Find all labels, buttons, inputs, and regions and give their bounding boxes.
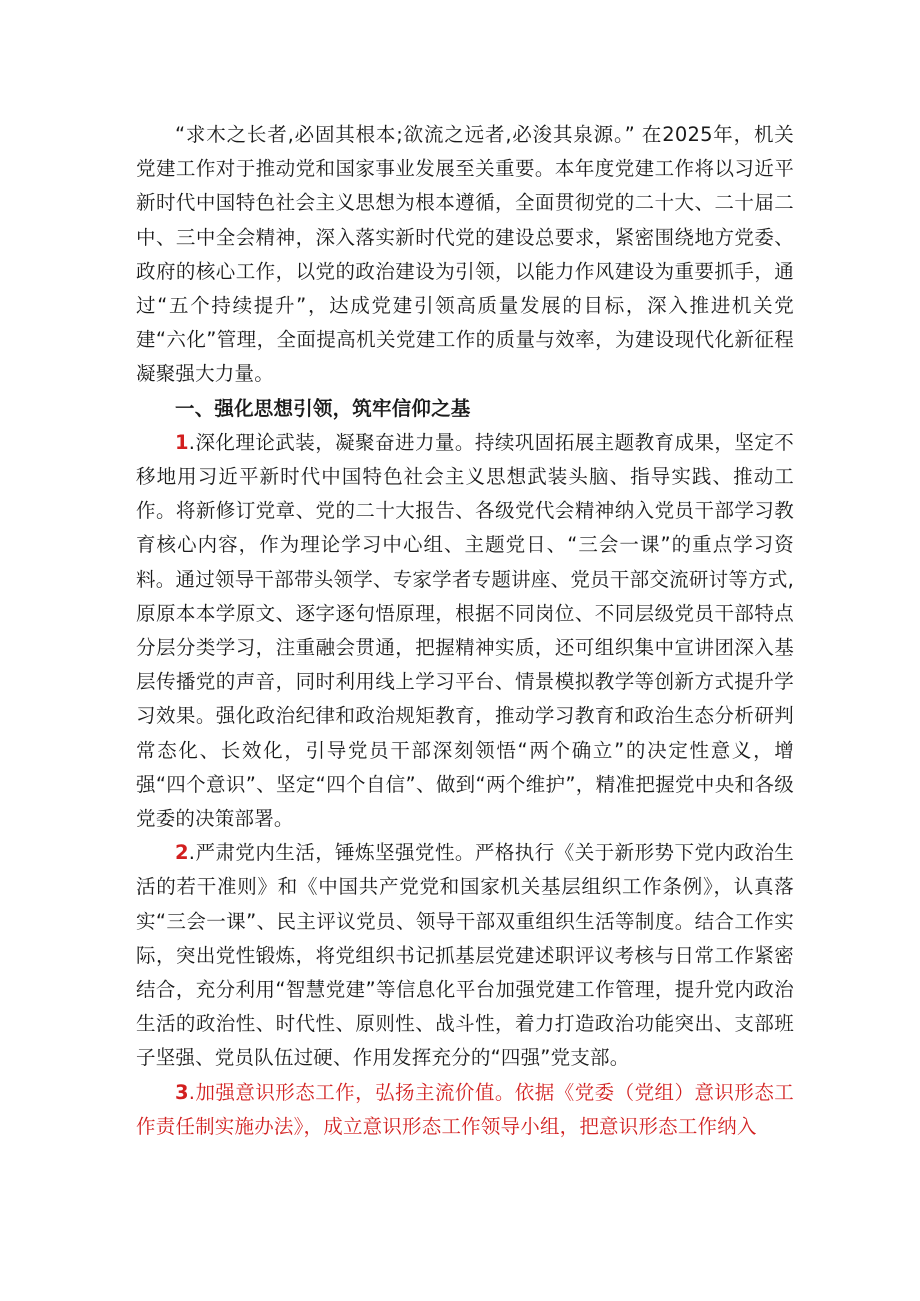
item-3-number: 3 — [175, 1080, 189, 1104]
item-3-text: .加强意识形态工作，弘扬主流价值。依据《党委（党组）意识形态工作责任制实施办法》，成立意识形态工作领导小组，把意识形态工作纳入 — [136, 1080, 794, 1138]
item-1-paragraph — [136, 426, 794, 836]
item-1-text: .深化理论武装，凝聚奋进力量。持续巩固拓展主题教育成果，坚定不移地用习近平新时代中国特色社会主义思想武装头脑、指导实践、推动工作。将新修订党章、党的二十大报告、各级党代会精神纳入党员干部学习教育核心内容，作为理论学习中心组、主题党日、“三会一课”的重点学习资料。通过领导干部带头领学、专家学者专题讲座、党员干部交流研讨等方式,原原本本学原文、逐字逐句悟原理，根据不同岗位、不同层级党员干部特点分层分类学习，注重融会贯通，把握精神实质，还可组织集中宣讲团深入基层传播党的声音，同时利用线上学习平台、情景模拟教学等创新方式提升学习效果。强化政治纪律和政治规矩教育，推动学习教育和政治生态分析研判常态化、长效化，引导党员干部深刻领悟“两个确立”的决定性意义，增强“四个意识”、坚定“四个自信”、做到“两个维护”，精准把握党中央和各级党委的决策部署。 — [136, 430, 794, 831]
item-2-text: .严肃党内生活，锤炼坚强党性。严格执行《关于新形势下党内政治生活的若干准则》和《中国共产党党和国家机关基层组织工作条例》，认真落实“三会一课”、民主评议党员、领导干部双重组织生活等制度。结合工作实际，突出党性锻炼，将党组织书记抓基层党建述职评议考核与日常工作紧密结合，充分利用“智慧党建”等信息化平台加强党建工作管理，提升党内政治生活的政治性、时代性、原则性、战斗性，着力打造政治功能突出、支部班子坚强、党员队伍过硬、作用发挥充分的“四强”党支部。 — [136, 841, 794, 1070]
intro-text: “求木之长者,必固其根本;欲流之远者,必浚其泉源。” 在2025年，机关党建工作对于推动党和国家事业发展至关重要。本年度党建工作将以习近平新时代中国特色社会主义思想为根本遵循，全面贯彻党的二十大、二十届二中、三中全会精神，深入落实新时代党的建设总要求，紧密围绕地方党委、政府的核心工作，以党的政治建设为引领，以能力作风建设为重要抓手，通过“五个持续提升”，达成党建引领高质量发展的目标，深入推进机关党建“六化”管理，全面提高机关党建工作的质量与效率，为建设现代化新征程凝聚强大力量。 — [136, 123, 794, 386]
item-2-paragraph — [136, 836, 794, 1075]
section-heading — [136, 392, 794, 426]
intro-paragraph — [136, 118, 794, 392]
item-2-number: 2 — [175, 841, 189, 865]
item-3-paragraph — [136, 1076, 794, 1144]
item-1-number: 1 — [175, 430, 189, 454]
section-heading-text: 一、强化思想引领，筑牢信仰之基 — [175, 396, 471, 420]
document-body — [136, 118, 794, 1144]
